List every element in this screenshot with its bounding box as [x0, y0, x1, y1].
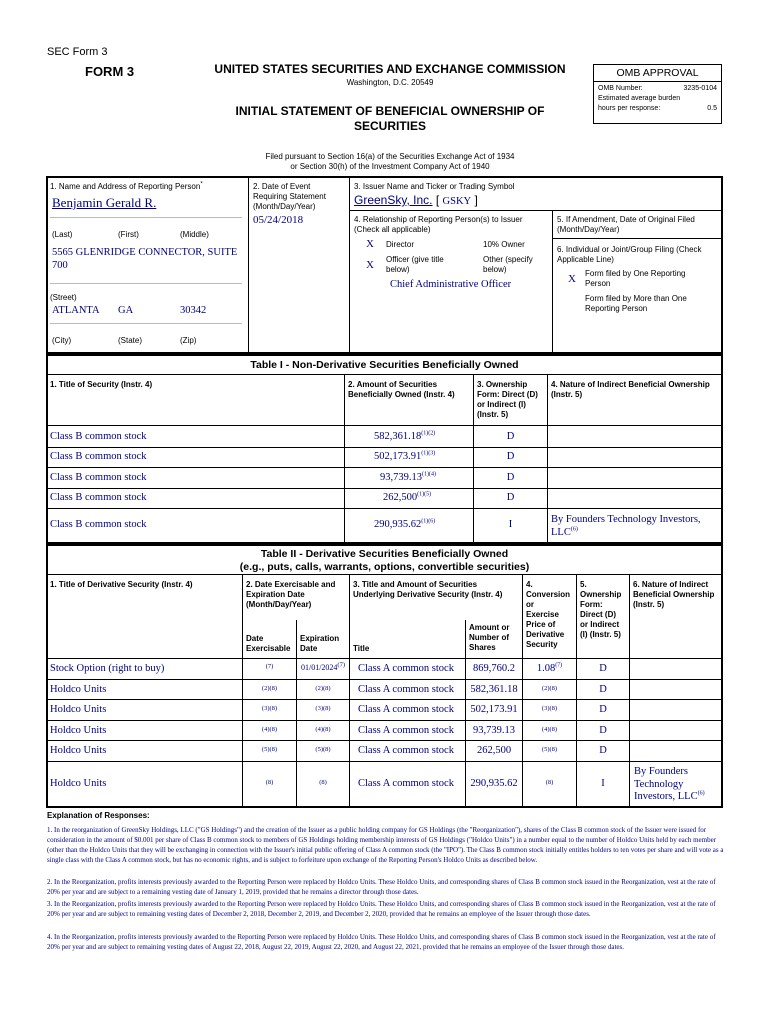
t2-form: D — [599, 704, 607, 715]
t2-form: I — [601, 778, 605, 789]
reporter-state: GA — [118, 305, 134, 316]
divider — [47, 374, 722, 375]
divider — [50, 323, 242, 324]
divider — [47, 488, 722, 489]
t2-amount: 582,361.18 — [470, 684, 518, 695]
omb-hours: 0.5 — [707, 105, 717, 112]
divider — [552, 238, 722, 239]
t2-security: Class A common stock — [358, 704, 454, 715]
reporter-label: 1. Name and Address of Reporting Person* — [50, 181, 203, 191]
divider — [344, 374, 345, 543]
state-label: (State) — [118, 336, 143, 345]
agency-city: Washington, D.C. 20549 — [346, 78, 434, 87]
t2-title: Holdco Units — [50, 704, 107, 715]
filing-label: 6. Individual or Joint/Group Filing (Check Applicable Line) — [557, 245, 702, 264]
t2-expiration: (3)(8) — [315, 705, 331, 712]
t2-title: Holdco Units — [50, 684, 107, 695]
officer-title: Chief Administrative Officer — [390, 279, 512, 290]
t2-title: Holdco Units — [50, 725, 107, 736]
t2-expiration: (2)(8) — [315, 685, 331, 692]
t2-h5: 5. Ownership Form: Direct (D) or Indirect (I) (Instr. 5) — [580, 580, 622, 639]
filed-pursuant: Filed pursuant to Section 16(a) of the Securities Exchange Act of 1934 or Section 30(h) of the Investment Company Act of 1940 — [265, 152, 515, 171]
t2-price: (3)(8) — [541, 705, 558, 712]
zip-label: (Zip) — [180, 336, 197, 345]
t2-exercisable: (4)(8) — [261, 726, 278, 733]
t2-expiration: (8) — [319, 779, 327, 786]
t2-security: Class A common stock — [358, 778, 454, 789]
t2-amount: 502,173.91 — [470, 704, 518, 715]
divider — [47, 574, 722, 575]
explanation-item: 3. In the Reorganization, profits interests previously awarded to the Reporting Person were replaced by Holdco Units. These Holdco Units, and corresponding shares of Class B common stock issued in the Reorganization, vest at the rate of 20% per year and are subject to remaining vesting dates of December 2, 2018, December 2, 2019, and December 2, 2020, provided that he remains an employee of the Issuer through those dates. — [47, 900, 716, 918]
middle-label: (Middle) — [180, 230, 209, 239]
table1-title: Table I - Non-Derivative Securities Beneficially Owned — [250, 359, 519, 371]
divider — [47, 508, 722, 509]
first-label: (First) — [118, 230, 139, 239]
t2-form: D — [599, 745, 607, 756]
t1-amount: $290,935.62^{(1)(6)}$ — [374, 518, 436, 530]
table2-title: Table II - Derivative Securities Beneficially Owned (e.g., puts, calls, warrants, options, convertible securities) — [239, 548, 530, 573]
t1-amount: $93,739.13^{(1)(4)}$ — [380, 471, 436, 483]
t1-h3: 3. Ownership Form: Direct (D) or Indirect (I) (Instr. 5) — [477, 380, 538, 419]
t1-title: Class B common stock — [50, 472, 147, 483]
divider — [349, 177, 350, 353]
t2-exercisable: (7) — [265, 663, 274, 670]
omb-approval-box — [593, 64, 722, 124]
t2-title: Holdco Units — [50, 778, 107, 789]
t2-title: Holdco Units — [50, 745, 107, 756]
omb-number-label: OMB Number: — [598, 85, 643, 92]
t2-amount: 93,739.13 — [473, 725, 515, 736]
explanation-item: 4. In the Reorganization, profits interests previously awarded to the Reporting Person were replaced by Holdco Units. These Holdco Units, and corresponding shares of Class B common stock issued in the Reorganization, vest at the rate of 20% per year and are subject to remaining vesting dates of August 22, 2018, August 22, 2019, August 22, 2020, and August 22, 2021, provided that he remains an employee of the Issuer through those dates. — [47, 933, 716, 951]
t2-h2-exp: Expiration Date — [300, 634, 340, 653]
omb-title: OMB APPROVAL — [594, 65, 721, 82]
divider — [47, 699, 722, 700]
omb-hours-label: hours per response: — [598, 105, 661, 112]
form-number: FORM 3 — [85, 64, 135, 79]
t2-price: 1.08$^{(7)}$ — [536, 662, 563, 674]
divider — [349, 210, 722, 211]
reporter-street: 5565 GLENRIDGE CONNECTOR, SUITE 700 — [52, 247, 238, 271]
t1-form: D — [506, 472, 515, 483]
divider — [349, 574, 350, 807]
divider — [629, 574, 630, 807]
divider — [552, 210, 553, 353]
document-title: INITIAL STATEMENT OF BENEFICIAL OWNERSHIP OF SECURITIES — [235, 104, 545, 133]
officer-check[interactable]: X — [366, 259, 374, 271]
issuer-ticker: GSKY — [442, 196, 472, 207]
explanation-title: Explanation of Responses: — [47, 811, 150, 820]
t2-title: Stock Option (right to buy) — [50, 663, 165, 674]
t2-exercisable: (8) — [265, 779, 274, 786]
divider — [47, 425, 722, 426]
director-check[interactable]: X — [366, 238, 374, 250]
divider — [47, 467, 722, 468]
reporter-zip: 30342 — [180, 305, 207, 316]
agency-title: UNITED STATES SECURITIES AND EXCHANGE COMMISSION — [214, 62, 566, 76]
t1-form: D — [506, 451, 515, 462]
amendment-label: 5. If Amendment, Date of Original Filed (Month/Day/Year) — [557, 215, 695, 234]
filing-one-label: Form filed by One Reporting Person — [585, 269, 686, 288]
t2-amount: 869,760.2 — [473, 663, 515, 674]
t1-amount: $262,500^{(1)(5)}$ — [383, 491, 432, 503]
t1-form: D — [506, 492, 515, 503]
divider — [50, 283, 242, 284]
event-date: 05/24/2018 — [253, 214, 304, 226]
omb-burden-label: Estimated average burden — [598, 95, 681, 102]
city-label: (City) — [52, 336, 72, 345]
filing-one-check[interactable]: X — [568, 273, 576, 285]
t2-h1: 1. Title of Derivative Security (Instr. 4) — [50, 580, 193, 589]
t1-h1: 1. Title of Security (Instr. 4) — [50, 380, 153, 389]
t2-form: D — [599, 725, 607, 736]
t1-form: D — [506, 431, 515, 442]
omb-number: 3235-0104 — [683, 85, 717, 92]
t2-h3: 3. Title and Amount of Securities Underlying Derivative Security (Instr. 4) — [353, 580, 503, 599]
divider — [47, 761, 722, 762]
t2-h3-amount: Amount or Number of Shares — [469, 623, 510, 652]
reporter-city: ATLANTA — [52, 305, 100, 316]
t2-security: Class A common stock — [358, 663, 454, 674]
director-label: Director — [386, 240, 415, 249]
t1-title: Class B common stock — [50, 519, 147, 530]
divider — [50, 217, 242, 218]
filing-more-label: Form filed by More than One Reporting Person — [585, 294, 687, 313]
issuer-label: 3. Issuer Name and Ticker or Trading Symbol — [354, 182, 515, 191]
reporter-name[interactable]: Benjamin Gerald R. — [52, 195, 157, 210]
t2-h3-title: Title — [353, 644, 370, 653]
t2-security: Class A common stock — [358, 684, 454, 695]
event-date-label: 2. Date of Event Requiring Statement (Month/Day/Year) — [253, 182, 326, 211]
divider — [47, 720, 722, 721]
divider — [248, 177, 249, 353]
issuer-name[interactable]: GreenSky, Inc. — [354, 193, 433, 207]
t2-h2-date: Date Exercisable — [246, 634, 291, 653]
t2-security: Class A common stock — [358, 725, 454, 736]
divider — [47, 658, 722, 659]
t1-nature: By Founders Technology Investors, LLC$^{(6)}$ — [551, 514, 701, 538]
t2-expiration: (5)(8) — [315, 746, 331, 753]
divider — [547, 374, 548, 543]
divider — [47, 740, 722, 741]
t2-security: Class A common stock — [358, 745, 454, 756]
street-label: (Street) — [50, 293, 77, 302]
owner10-label: 10% Owner — [483, 240, 525, 249]
t2-price: (2)(8) — [541, 685, 558, 692]
t1-h4: 4. Nature of Indirect Beneficial Ownership (Instr. 5) — [551, 380, 710, 399]
t1-h2: 2. Amount of Securities Beneficially Owned (Instr. 4) — [348, 380, 455, 399]
t2-price: (8) — [545, 779, 554, 786]
t1-form: I — [508, 519, 513, 530]
other-label: Other (specify below) — [483, 255, 533, 274]
sec-form-label: SEC Form 3 — [47, 46, 108, 58]
t2-h6: 6. Nature of Indirect Beneficial Ownership (Instr. 5) — [633, 580, 715, 609]
t2-expiration: (4)(8) — [315, 726, 331, 733]
divider — [47, 679, 722, 680]
t2-exercisable: (3)(8) — [261, 705, 278, 712]
t1-amount: $582,361.18^{(1)(2)}$ — [374, 430, 436, 442]
t2-exercisable: (2)(8) — [261, 685, 278, 692]
t2-h2: 2. Date Exercisable and Expiration Date (Month/Day/Year) — [246, 580, 336, 609]
t2-expiration: 01/01/2024$^{(7)}$ — [300, 661, 346, 672]
divider — [47, 447, 722, 448]
t2-h4: 4. Conversion or Exercise Price of Derivative Security — [526, 580, 571, 649]
last-label: (Last) — [52, 230, 73, 239]
t1-title: Class B common stock — [50, 451, 147, 462]
t1-title: Class B common stock — [50, 431, 147, 442]
relationship-label: 4. Relationship of Reporting Person(s) to Issuer (Check all applicable) — [354, 215, 523, 234]
t2-price: (4)(8) — [541, 726, 558, 733]
issuer-name-line: GreenSky, Inc. [ GSKY ] — [354, 193, 478, 207]
t2-amount: 290,935.62 — [470, 778, 518, 789]
t2-exercisable: (5)(8) — [261, 746, 278, 753]
t2-form: D — [599, 684, 607, 695]
officer-label: Officer (give title below) — [386, 255, 444, 274]
explanation-item: 1. In the reorganization of GreenSky Holdings, LLC ("GS Holdings") and the creation of the Issuer as a public holding company for GS Holdings (the "Reorganization"), shares of the Class B common stock of the Issuer were issued for consideration in the amount of $0.001 per share of Class B common stock to members of GS Holdings holding membership interests of GS Holdings ("Holdco Units") in a number equal to the number of Holdco Units held by each member (other than the Holdco Units that they will be exchanging in connection with the Issuer's initial public offering of Class A common stock (the "IPO"). The Class B common stock initially entitles holders to ten votes per share and will vote as a single class with the Class A common stock, but has no economic rights, and is subject to forfeiture upon exchange of the Reporting Person's Holdco Units as described below. — [47, 826, 724, 864]
t2-amount: 262,500 — [476, 745, 512, 756]
t2-nature: By Founders Technology Investors, LLC$^{(6)}$ — [634, 766, 705, 802]
explanation-item: 2. In the Reorganization, profits interests previously awarded to the Reporting Person were replaced by Holdco Units. These Holdco Units, and corresponding shares of Class B common stock issued in the Reorganization, vest at the rate of 20% per year and are subject to a remaining vesting date of January 1, 2019, provided that he remains a director through those dates. — [47, 878, 716, 896]
t2-price: (5)(8) — [541, 746, 558, 753]
t1-amount: $502,173.91^{(1)(3)}$ — [374, 450, 436, 462]
t1-title: Class B common stock — [50, 492, 147, 503]
t2-form: D — [599, 663, 607, 674]
